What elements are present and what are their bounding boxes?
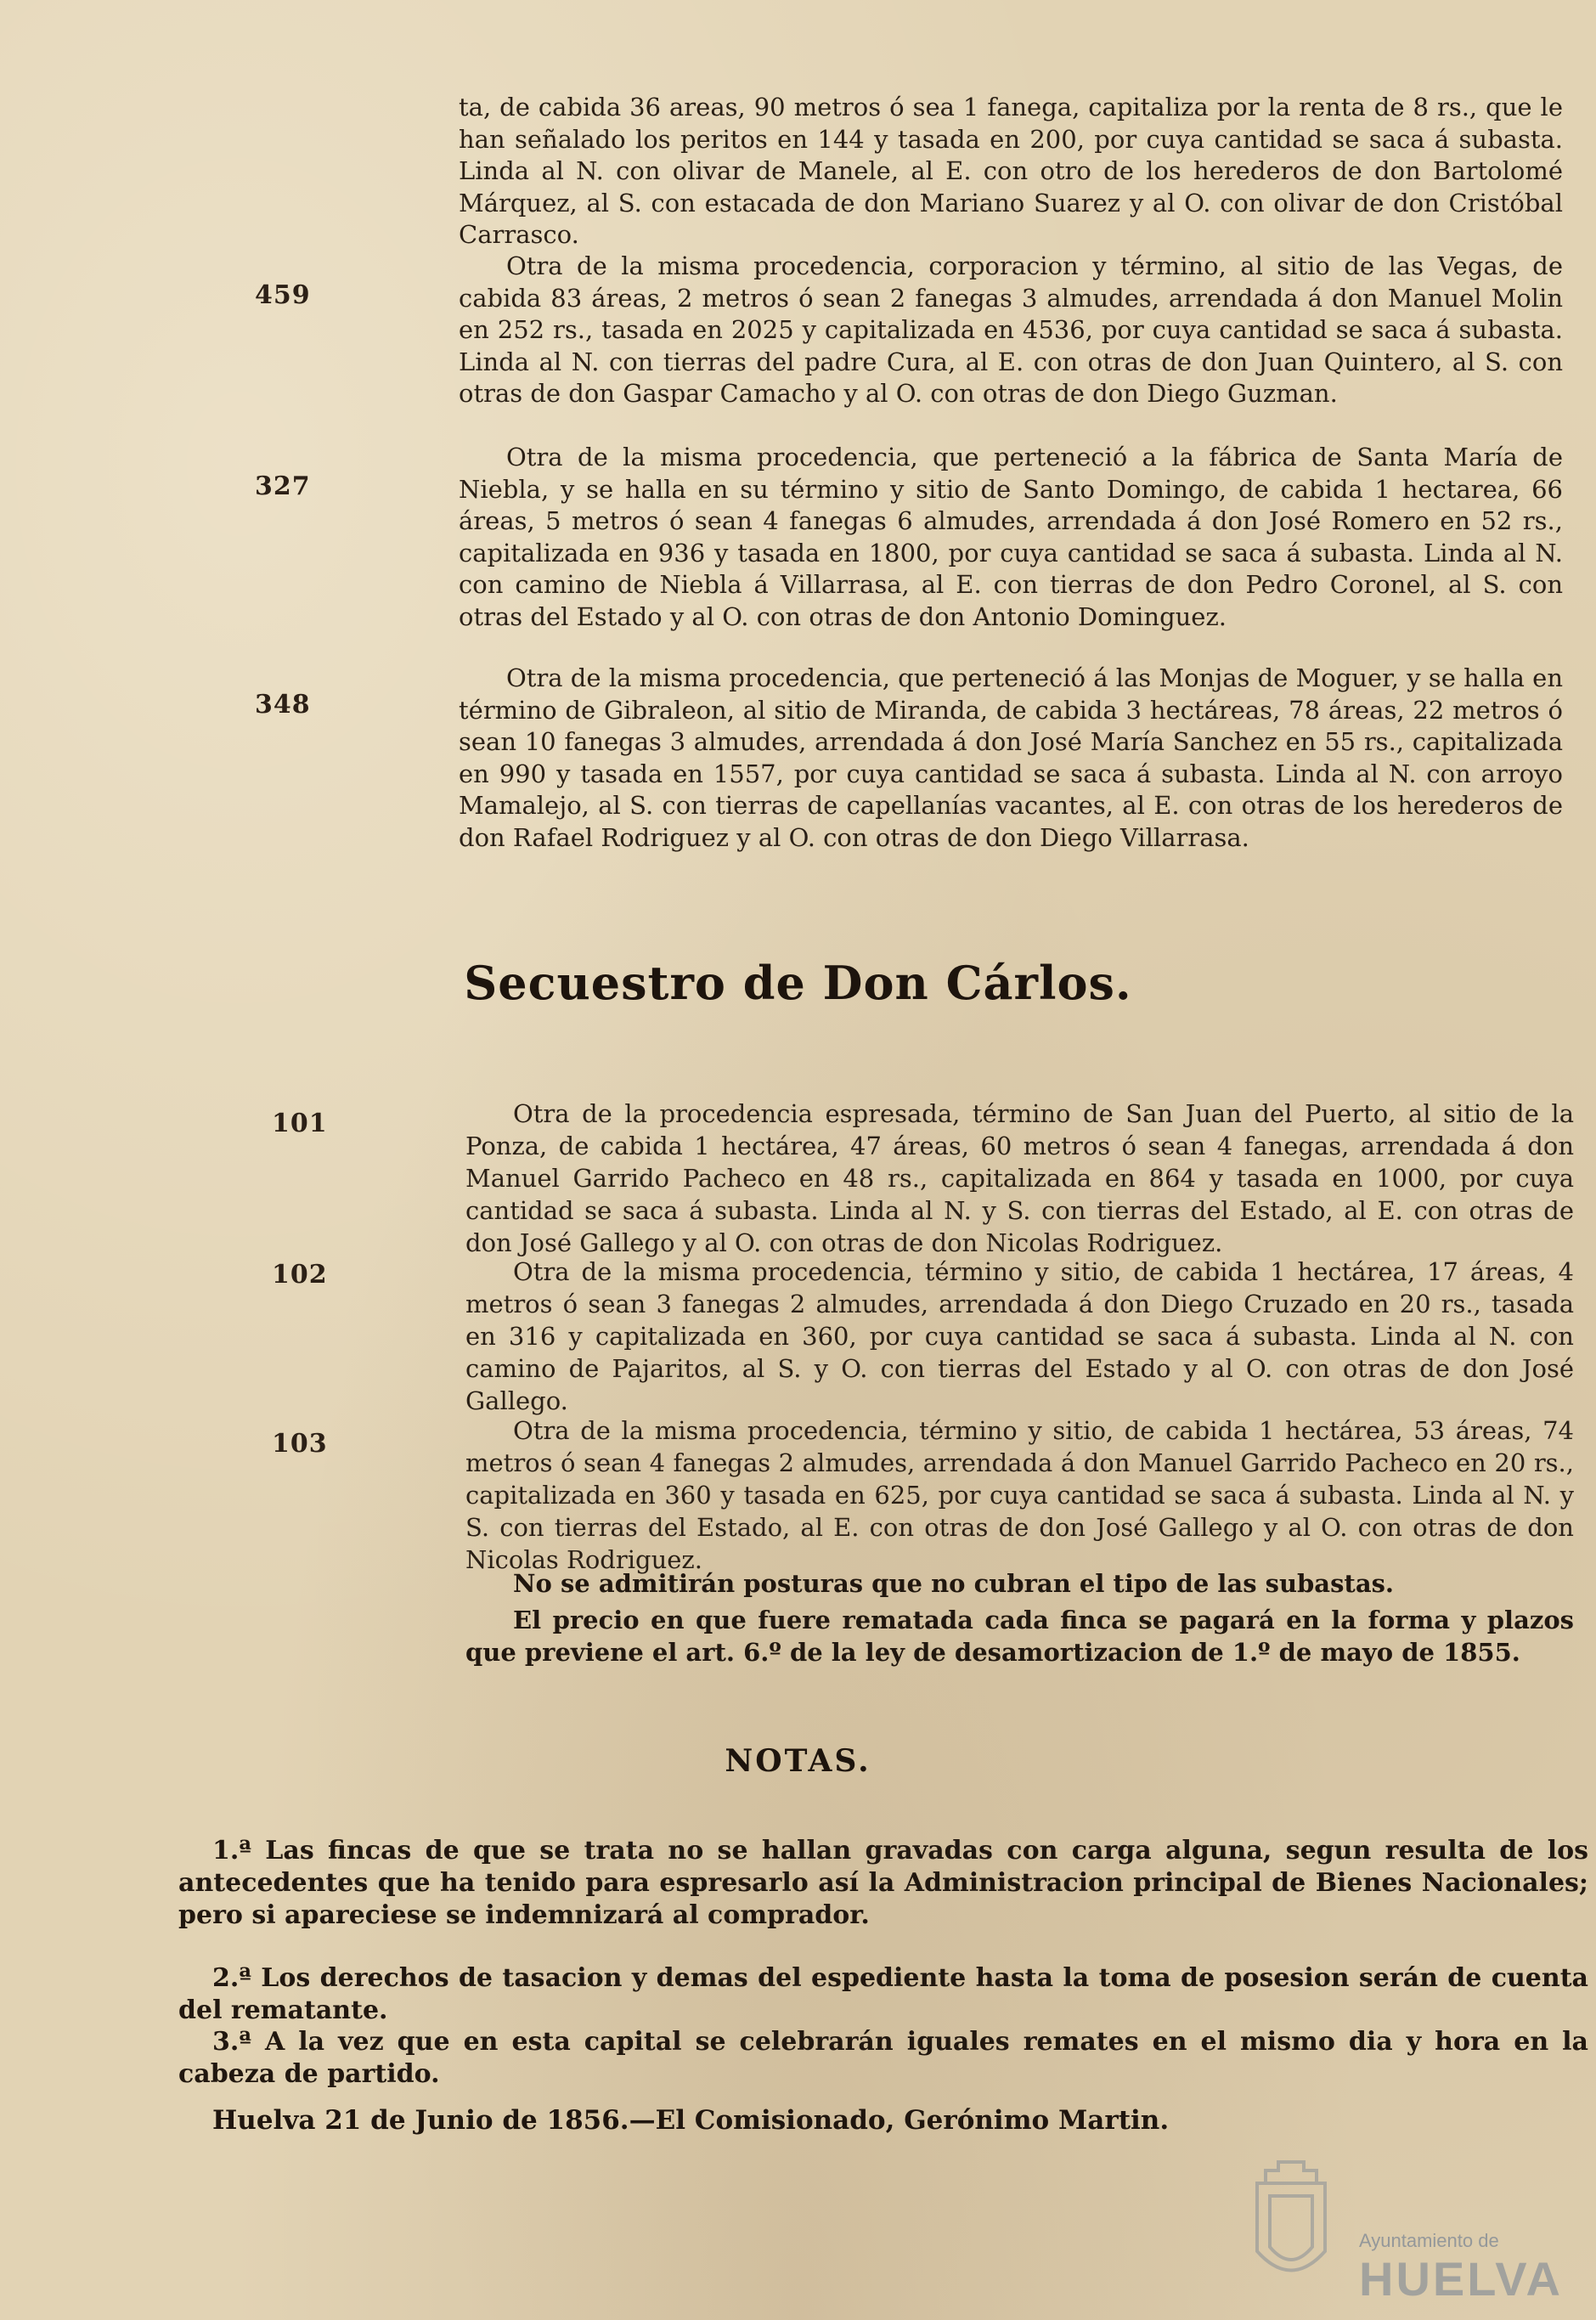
lot-number: 102 bbox=[272, 1260, 328, 1290]
lot-number: 327 bbox=[255, 471, 311, 501]
lot-number: 103 bbox=[272, 1429, 328, 1459]
entry-text: Otra de la misma procedencia, que perteneció a la fábrica de Santa María de Niebla, y se halla en su término y sitio de Santo Domingo, de cabida 1 hectarea, 66 áreas, 5 metros ó sean 4 fanegas 6 almudes, arrendada á don José Romero en 52 rs., capitalizada en 936 y tasada en 1800, por cuya cantidad se saca á subasta. Linda al N. con camino de Niebla á Villarrasa, al E. con tierras de don Pedro Coronel, al S. con otras del Estado y al O. con otras de don Antonio Dominguez. bbox=[459, 443, 1563, 631]
entry-text: Otra de la misma procedencia, que perteneció á las Monjas de Moguer, y se halla en término de Gibraleon, al sitio de Miranda, de cabida 3 hectáreas, 78 áreas, 22 metros ó sean 10 fanegas 3 almudes, arrendada á don José María Sanchez en 55 rs., capitalizada en 990 y tasada en 1557, por cuya cantidad se saca á subasta. Linda al N. con arroyo Mamalejo, al S. con tierras de capellanías vacantes, al E. con otras de los herederos de don Rafael Rodriguez y al O. con otras de don Diego Villarrasa. bbox=[459, 663, 1563, 852]
entry-text: Otra de la misma procedencia, corporacion y término, al sitio de las Vegas, de cabida 83 áreas, 2 metros ó sean 2 fanegas 3 almudes, arrendada á don Manuel Molin en 252 rs., tasada en 2025 y capitalizada en 4536, por cuya cantidad se saca á subasta. Linda al N. con tierras del padre Cura, al E. con otras de don Juan Quintero, al S. con otras de don Gaspar Camacho y al O. con otras de don Diego Guzman. bbox=[459, 251, 1563, 408]
entry-text: ta, de cabida 36 areas, 90 metros ó sea 1 fanega, capitaliza por la renta de 8 rs., que le han señalado los peritos en 144 y tasada en 200, por cuya cantidad se saca á subasta. Linda al N. con olivar de Manele, al E. con otro de los herederos de don Bartolomé Márquez, al S. con estacada de don Mariano Suarez y al O. con olivar de don Cristóbal Carrasco. bbox=[459, 93, 1563, 249]
note-item: 2.ª Los derechos de tasacion y demas del espediente hasta la toma de posesion serán de cuenta del rematante. bbox=[178, 1963, 1588, 2025]
closing-condition: El precio en que fuere rematada cada finca se pagará en la forma y plazos que previene el art. 6.º de la ley de desamortizacion de 1.º de mayo de 1855. bbox=[465, 1606, 1574, 1667]
watermark-big: HUELVA bbox=[1359, 2252, 1563, 2306]
watermark-small: Ayuntamiento de bbox=[1359, 2230, 1499, 2251]
note-item: 3.ª A la vez que en esta capital se celebrarán iguales remates en el mismo dia y hora en la cabeza de partido. bbox=[178, 2027, 1588, 2089]
note-item: 1.ª Las fincas de que se trata no se hallan gravadas con carga alguna, segun resulta de los antecedentes que ha tenido para espresarlo así la Administracion principal de Bienes Nacionales; pero si apareciese se indemnizará al comprador. bbox=[178, 1836, 1588, 1930]
entry-text: Otra de la misma procedencia, término y sitio, de cabida 1 hectárea, 53 áreas, 74 metros ó sean 4 fanegas 2 almudes, arrendada á don Manuel Garrido Pacheco en 20 rs., capitalizada en 360 y tasada en 625, por cuya cantidad se saca á subasta. Linda al N. y S. con tierras del Estado, al E. con otras de don José Gallego y al O. con otras de don Nicolas Rodriguez. bbox=[465, 1416, 1574, 1574]
notes-title: NOTAS. bbox=[725, 1743, 871, 1779]
signature-line: Huelva 21 de Junio de 1856.—El Comisionado, Gerónimo Martin. bbox=[212, 2105, 1170, 2136]
lot-number: 459 bbox=[255, 280, 311, 310]
lot-number: 348 bbox=[255, 690, 311, 720]
section-title: Secuestro de Don Cárlos. bbox=[464, 956, 1132, 1010]
closing-condition: No se admitirán posturas que no cubran el tipo de las subastas. bbox=[513, 1569, 1395, 1598]
lot-number: 101 bbox=[272, 1109, 328, 1138]
entry-text: Otra de la procedencia espresada, término de San Juan del Puerto, al sitio de la Ponza, de cabida 1 hectárea, 47 áreas, 60 metros ó sean 4 fanegas, arrendada á don Manuel Garrido Pacheco en 48 rs., capitalizada en 864 y tasada en 1000, por cuya cantidad se saca á subasta. Linda al N. y S. con tierras del Estado, al E. con otras de don José Gallego y al O. con otras de don Nicolas Rodriguez. bbox=[465, 1099, 1574, 1257]
entry-text: Otra de la misma procedencia, término y sitio, de cabida 1 hectárea, 17 áreas, 4 metros ó sean 3 fanegas 2 almudes, arrendada á don Diego Cruzado en 20 rs., tasada en 316 y capitalizada en 360, por cuya cantidad se saca á subasta. Linda al N. con camino de Pajaritos, al S. y O. con tierras del Estado y al O. con otras de don José Gallego. bbox=[465, 1257, 1574, 1415]
